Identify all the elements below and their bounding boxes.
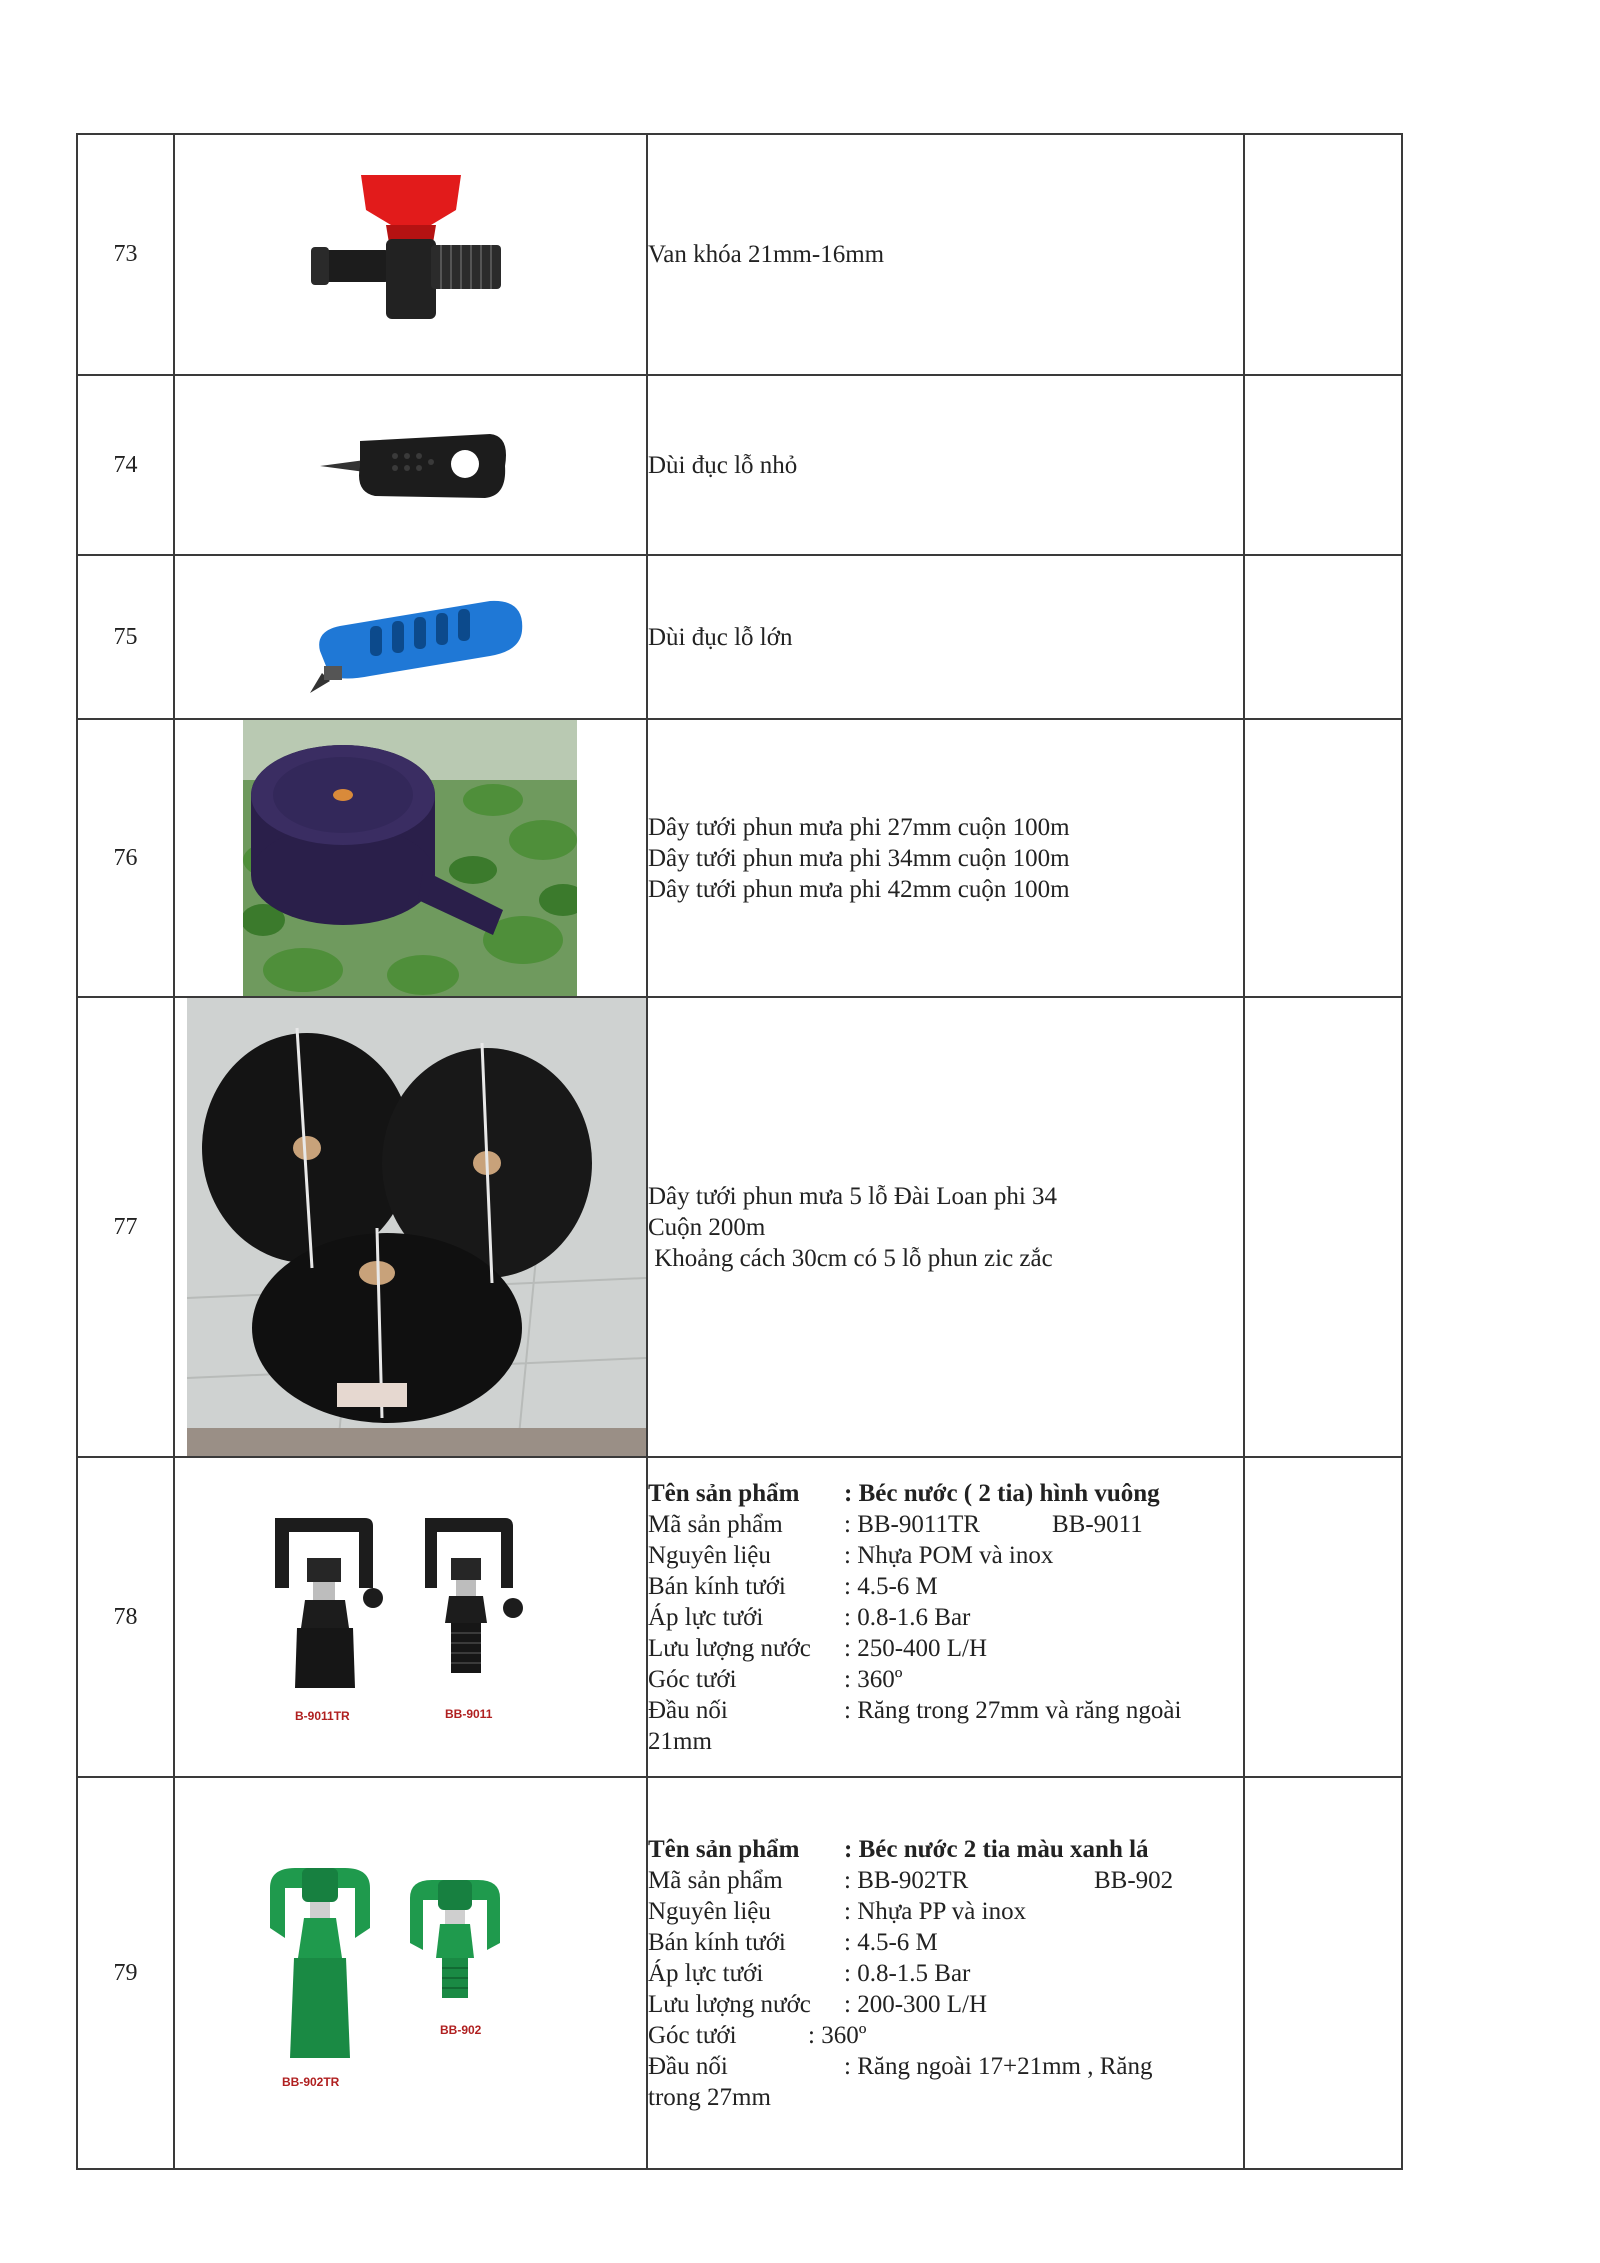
spec-connection: Đầu nối : Răng ngoài 17+21mm , Răng	[648, 2052, 1153, 2080]
product-description	[647, 555, 1244, 719]
spec-connection-cont: trong 27mm	[648, 2083, 771, 2111]
product-description	[647, 134, 1244, 375]
empty-cell	[1244, 997, 1402, 1457]
spec-code: Mã sản phẩm : BB-902TR BB-902	[648, 1866, 1174, 1894]
spec-pressure: Áp lực tưới : 0.8-1.6 Bar	[648, 1603, 971, 1631]
empty-cell	[1244, 1457, 1402, 1777]
product-line: Dây tưới phun mưa 5 lỗ Đài Loan phi 34	[648, 1182, 1058, 1210]
spec-radius: Bán kính tưới : 4.5-6 M	[648, 1928, 938, 1956]
row-number: 73	[77, 134, 174, 375]
product-line: Dây tưới phun mưa phi 34mm cuộn 100m	[648, 844, 1070, 872]
spec-pressure: Áp lực tưới : 0.8-1.5 Bar	[648, 1959, 971, 1987]
row-number: 79	[77, 1777, 174, 2169]
product-image-cell	[174, 1777, 647, 2169]
product-image-cell	[174, 1457, 647, 1777]
spec-material: Nguyên liệu : Nhựa POM và inox	[648, 1541, 1054, 1569]
table-row	[77, 555, 1402, 719]
product-image-cell	[174, 555, 647, 719]
table-row	[77, 997, 1402, 1457]
green-sprinkler-icon	[260, 1858, 560, 2128]
product-name: Dùi đục lỗ nhỏ	[648, 451, 798, 479]
image-label: B-9011TR	[295, 1709, 350, 1723]
row-number: 74	[77, 375, 174, 555]
spec-material: Nguyên liệu : Nhựa PP và inox	[648, 1897, 1027, 1925]
product-line: Cuộn 200m	[648, 1213, 766, 1241]
spec-connection: Đầu nối : Răng trong 27mm và răng ngoài	[648, 1696, 1182, 1724]
product-image-cell	[174, 997, 647, 1457]
product-line: Khoảng cách 30cm có 5 lỗ phun zic zắc	[648, 1244, 1053, 1272]
product-description	[647, 375, 1244, 555]
empty-cell	[1244, 1777, 1402, 2169]
spec-code: Mã sản phẩm : BB-9011TR BB-9011	[648, 1510, 1143, 1538]
black-sprinkler-icon	[255, 1508, 555, 1738]
spec-flow: Lưu lượng nước : 250-400 L/H	[648, 1634, 988, 1662]
empty-cell	[1244, 375, 1402, 555]
spec-angle: Góc tưới : 360º	[648, 2021, 867, 2049]
row-number: 78	[77, 1457, 174, 1777]
product-line: Dây tưới phun mưa phi 42mm cuộn 100m	[648, 875, 1070, 903]
product-line: Dây tưới phun mưa phi 27mm cuộn 100m	[648, 813, 1070, 841]
spec-radius: Bán kính tưới : 4.5-6 M	[648, 1572, 938, 1600]
row-number: 77	[77, 997, 174, 1457]
product-table	[76, 133, 1403, 2170]
product-specs	[647, 1457, 1244, 1777]
table-row	[77, 719, 1402, 997]
product-description	[647, 719, 1244, 997]
spec-name: Tên sản phẩm : Béc nước ( 2 tia) hình vuông	[648, 1479, 1160, 1507]
product-image-cell	[174, 375, 647, 555]
product-image-cell	[174, 134, 647, 375]
image-label: BB-902TR	[282, 2075, 340, 2089]
row-number: 75	[77, 555, 174, 719]
spec-angle: Góc tưới : 360º	[648, 1665, 903, 1693]
product-description	[647, 997, 1244, 1457]
spec-flow: Lưu lượng nước : 200-300 L/H	[648, 1990, 988, 2018]
product-image-cell	[174, 719, 647, 997]
product-specs	[647, 1777, 1244, 2169]
table-row	[77, 1457, 1402, 1777]
small-punch-icon	[315, 426, 515, 506]
spec-name: Tên sản phẩm : Béc nước 2 tia màu xanh lá	[648, 1835, 1149, 1863]
large-punch-icon	[300, 581, 530, 701]
table-row	[77, 134, 1402, 375]
row-number: 76	[77, 719, 174, 997]
product-name: Dùi đục lỗ lớn	[648, 623, 793, 651]
table-row	[77, 1777, 1402, 2169]
valve-icon	[291, 165, 531, 355]
table-row	[77, 375, 1402, 555]
empty-cell	[1244, 555, 1402, 719]
product-name: Van khóa 21mm-16mm	[648, 241, 885, 268]
hose-rolls-photo	[187, 998, 646, 1456]
image-label: BB-902	[440, 2023, 482, 2037]
hose-reel-photo	[243, 720, 577, 997]
empty-cell	[1244, 719, 1402, 997]
image-label: BB-9011	[445, 1707, 493, 1721]
empty-cell	[1244, 134, 1402, 375]
spec-connection-cont: 21mm	[648, 1727, 712, 1755]
